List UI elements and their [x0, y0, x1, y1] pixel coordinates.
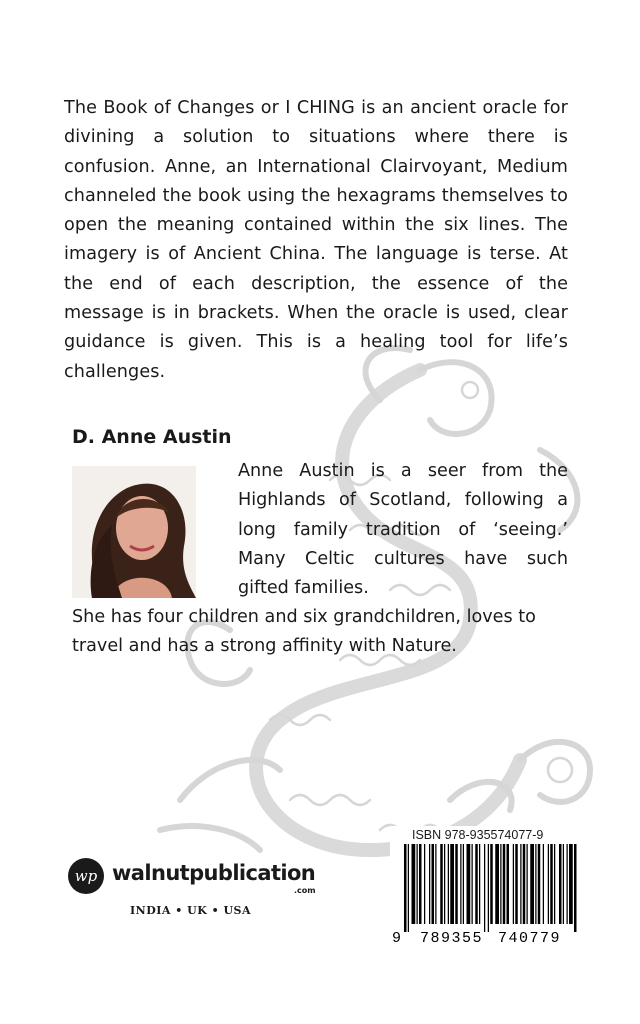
barcode-bar	[513, 844, 514, 924]
barcode-bar	[535, 844, 536, 924]
barcode-bar	[419, 844, 422, 924]
barcode-bar	[455, 844, 458, 924]
barcode-bar	[550, 844, 553, 924]
barcode-bar	[408, 844, 409, 932]
barcode-bar	[450, 844, 454, 924]
barcode-bar	[484, 844, 485, 932]
author-name: D. Anne Austin	[72, 426, 232, 448]
author-bio: She has four children and six grandchildren, loves to travel and has a strong affinity with Nature.	[72, 607, 536, 657]
barcode-bar	[530, 844, 534, 924]
barcode-bar	[488, 844, 489, 932]
author-bio-side: Anne Austin is a seer from the Highlands of Scotland, following a long family tradition of ‘seeing.’ Many Celtic cultures have such gifted families.	[238, 461, 568, 599]
book-description: The Book of Changes or I CHING is an ancient oracle for divining a solution to situations where there is confusion. Anne, an International Clairvoyant, Medium channeled the book using the hexagrams themselves to open the meaning contained within the six lines. The imagery is of Ancient China. The language is terse. At the end of each description, the essence of the message is in brackets. When the oracle is used, clear guidance is given. This is a healing tool for life’s challenges.	[64, 98, 568, 382]
barcode-bar	[467, 844, 471, 924]
barcode-digits-left: 789355	[420, 930, 484, 944]
barcode-bar	[574, 844, 577, 932]
barcode-bar	[543, 844, 544, 924]
isbn-barcode	[390, 826, 580, 944]
barcode-bar	[440, 844, 443, 924]
barcode-bar	[559, 844, 562, 924]
barcode-bar	[567, 844, 568, 924]
barcode-bar	[548, 844, 549, 924]
barcode-bar	[444, 844, 445, 924]
barcode-bar	[472, 844, 473, 924]
barcode-bar	[515, 844, 518, 924]
publisher-domain: .com	[294, 886, 316, 895]
barcode-bar	[404, 844, 407, 932]
barcode-bars	[390, 844, 580, 944]
barcode-bar	[507, 844, 510, 924]
barcode-digits-right: 740779	[498, 930, 562, 944]
barcode-bar	[563, 844, 564, 924]
barcode-bar	[495, 844, 499, 924]
barcode-bar	[538, 844, 541, 924]
barcode-bar	[412, 844, 416, 924]
barcode-bar	[479, 844, 480, 924]
barcode-bar	[424, 844, 425, 924]
barcode-bar	[569, 844, 573, 924]
barcode-bar	[429, 844, 430, 924]
barcode-bar	[448, 844, 449, 924]
walnut-logo-icon: wp	[68, 858, 104, 894]
barcode-bar	[460, 844, 461, 924]
barcode-bar	[520, 844, 521, 924]
barcode-bar	[523, 844, 526, 924]
author-photo	[72, 466, 196, 598]
barcode-bar	[463, 844, 464, 924]
publisher-countries: INDIA • UK • USA	[130, 904, 252, 917]
barcode-bar	[475, 844, 478, 924]
publisher-name: walnutpublication	[112, 861, 316, 885]
barcode-bar	[417, 844, 418, 924]
barcode-bar	[554, 844, 555, 924]
barcode-bar	[432, 844, 435, 924]
barcode-bar	[490, 844, 493, 924]
barcode-bar	[500, 844, 501, 924]
barcode-bar	[503, 844, 506, 924]
isbn-label: ISBN 978-935574077-9	[412, 828, 544, 842]
barcode-digit-first: 9	[392, 930, 402, 944]
barcode-bar	[527, 844, 528, 924]
barcode-bar	[435, 844, 436, 924]
